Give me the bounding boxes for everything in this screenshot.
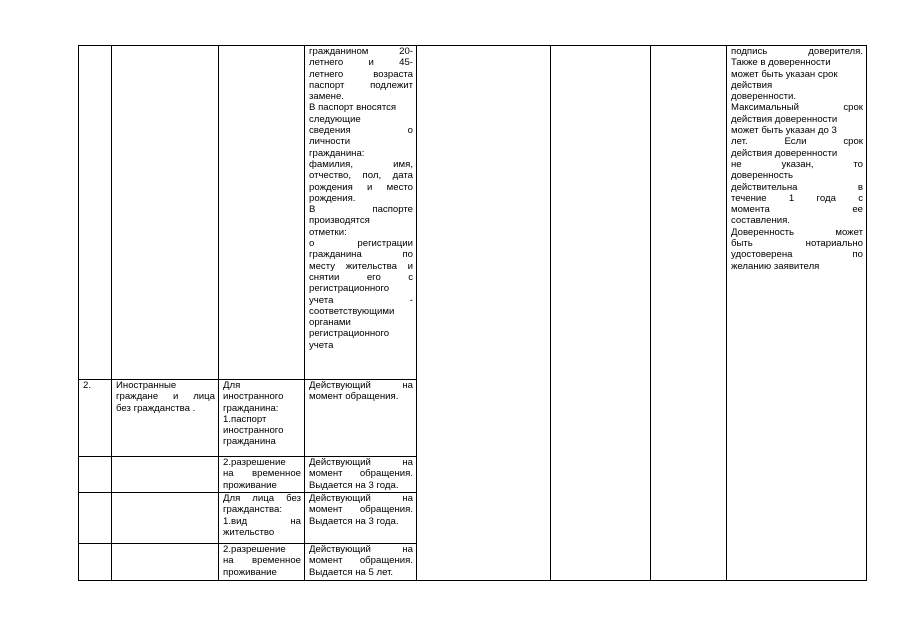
text-line: иностранного <box>223 391 284 403</box>
text-line: летнего возраста <box>309 68 413 80</box>
text-line: момента ее <box>731 204 863 216</box>
cell-document <box>219 457 305 493</box>
cell-document <box>219 380 305 457</box>
cell-document <box>219 544 305 581</box>
text-line: проживание <box>223 479 277 491</box>
text-line: может быть указан до 3 <box>731 125 837 137</box>
text-line: не указан, то <box>731 158 863 170</box>
cell-category <box>112 457 219 493</box>
text-line: момент обращения. <box>309 555 413 567</box>
text-line: Выдается на 3 года. <box>309 515 399 527</box>
text-line: граждане и лица <box>116 391 215 403</box>
text-line: рождения. <box>309 192 356 204</box>
cell-number <box>79 493 112 544</box>
text-line: на временное <box>223 555 301 567</box>
text-line: иностранного <box>223 425 284 437</box>
text-line: гражданина <box>223 436 276 448</box>
text-line: 1.паспорт <box>223 413 267 425</box>
cell-category <box>112 380 219 457</box>
cell-notes <box>727 46 867 581</box>
cell-number: 2. <box>79 380 112 457</box>
text-line: удостоверена по <box>731 249 863 261</box>
text-line: Максимальный срок <box>731 102 863 114</box>
cell-number <box>79 544 112 581</box>
text-line: личности <box>309 136 351 148</box>
cell-validity <box>305 46 417 380</box>
text-line: 2.разрешение <box>223 544 286 555</box>
cell-validity <box>305 380 417 457</box>
text-line: Также в доверенности <box>731 57 831 69</box>
cell-empty <box>417 46 551 581</box>
text-line: Выдается на 5 лет. <box>309 566 394 578</box>
text-line: месту жительства и <box>309 260 413 272</box>
text-line: Для <box>223 380 241 391</box>
cell-number <box>79 46 112 380</box>
text-line: желанию заявителя <box>731 260 820 272</box>
text-line: учета - <box>309 294 413 306</box>
text-line: момент обращения. <box>309 391 399 403</box>
cell-category <box>112 46 219 380</box>
text-line: действия доверенности <box>731 113 838 125</box>
text-line: замене. <box>309 91 344 103</box>
cell-document <box>219 493 305 544</box>
text-line: проживание <box>223 566 277 578</box>
document-table <box>78 45 867 581</box>
cell-validity <box>305 457 417 493</box>
text-line: В паспорте <box>309 204 413 216</box>
text-line: течение 1 года с <box>731 192 863 204</box>
text-line: момент обращения. <box>309 504 413 516</box>
text-line: В паспорт вносятся <box>309 102 397 114</box>
text-line: регистрационного <box>309 283 390 295</box>
text-line: соответствующими <box>309 305 395 317</box>
text-line: лет. Если срок <box>731 136 863 148</box>
text-line: Доверенность может <box>731 226 863 238</box>
text-line: гражданства: <box>223 504 283 516</box>
text-line: органами <box>309 317 351 329</box>
text-line: регистрационного <box>309 328 390 340</box>
text-line: 2.разрешение <box>223 457 286 468</box>
cell-empty <box>651 46 727 581</box>
text-line: действительна в <box>731 181 863 193</box>
text-line: гражданина: <box>223 402 279 414</box>
text-line: следующие <box>309 113 361 125</box>
text-line: составления. <box>731 215 790 227</box>
text-line: может быть указан срок <box>731 68 838 80</box>
text-line: жительство <box>223 526 275 538</box>
text-line: Действующий на <box>309 544 413 555</box>
text-line: момент обращения. <box>309 468 413 480</box>
text-line: сведения о <box>309 125 413 137</box>
text-line: учета <box>309 339 334 351</box>
text-line: подпись доверителя. <box>731 46 863 57</box>
text-line: быть нотариально <box>731 238 863 250</box>
text-line: гражданином 20- <box>309 46 413 57</box>
cell-document <box>219 46 305 380</box>
text-line: о регистрации <box>309 238 413 250</box>
text-line: паспорт подлежит <box>309 79 413 91</box>
table-row <box>79 46 867 380</box>
cell-empty <box>551 46 651 581</box>
text-line: Иностранные <box>116 380 177 391</box>
text-line: летнего и 45- <box>309 57 413 69</box>
text-line: действия доверенности <box>731 147 838 159</box>
cell-validity <box>305 493 417 544</box>
text-line: Выдается на 3 года. <box>309 479 399 491</box>
cell-validity <box>305 544 417 581</box>
text-line: Действующий на <box>309 493 413 504</box>
cell-number <box>79 457 112 493</box>
text-line: без гражданства . <box>116 402 196 414</box>
text-line: доверенности. <box>731 91 797 103</box>
text-line: Действующий на <box>309 380 413 391</box>
cell-category <box>112 493 219 544</box>
text-line: доверенность <box>731 170 794 182</box>
cell-category <box>112 544 219 581</box>
text-line: отчество, пол, дата <box>309 170 413 182</box>
text-line: производятся <box>309 215 370 227</box>
text-line: 1.вид на <box>223 515 301 527</box>
text-line: на временное <box>223 468 301 480</box>
text-line: Для лица без <box>223 493 301 504</box>
text-line: действия <box>731 79 773 91</box>
text-line: снятии его с <box>309 271 413 283</box>
text-line: Действующий на <box>309 457 413 468</box>
text-line: рождения и место <box>309 181 413 193</box>
text-line: гражданина по <box>309 249 413 261</box>
text-line: гражданина: <box>309 147 365 159</box>
text-line: отметки: <box>309 226 347 238</box>
text-line: фамилия, имя, <box>309 158 413 170</box>
